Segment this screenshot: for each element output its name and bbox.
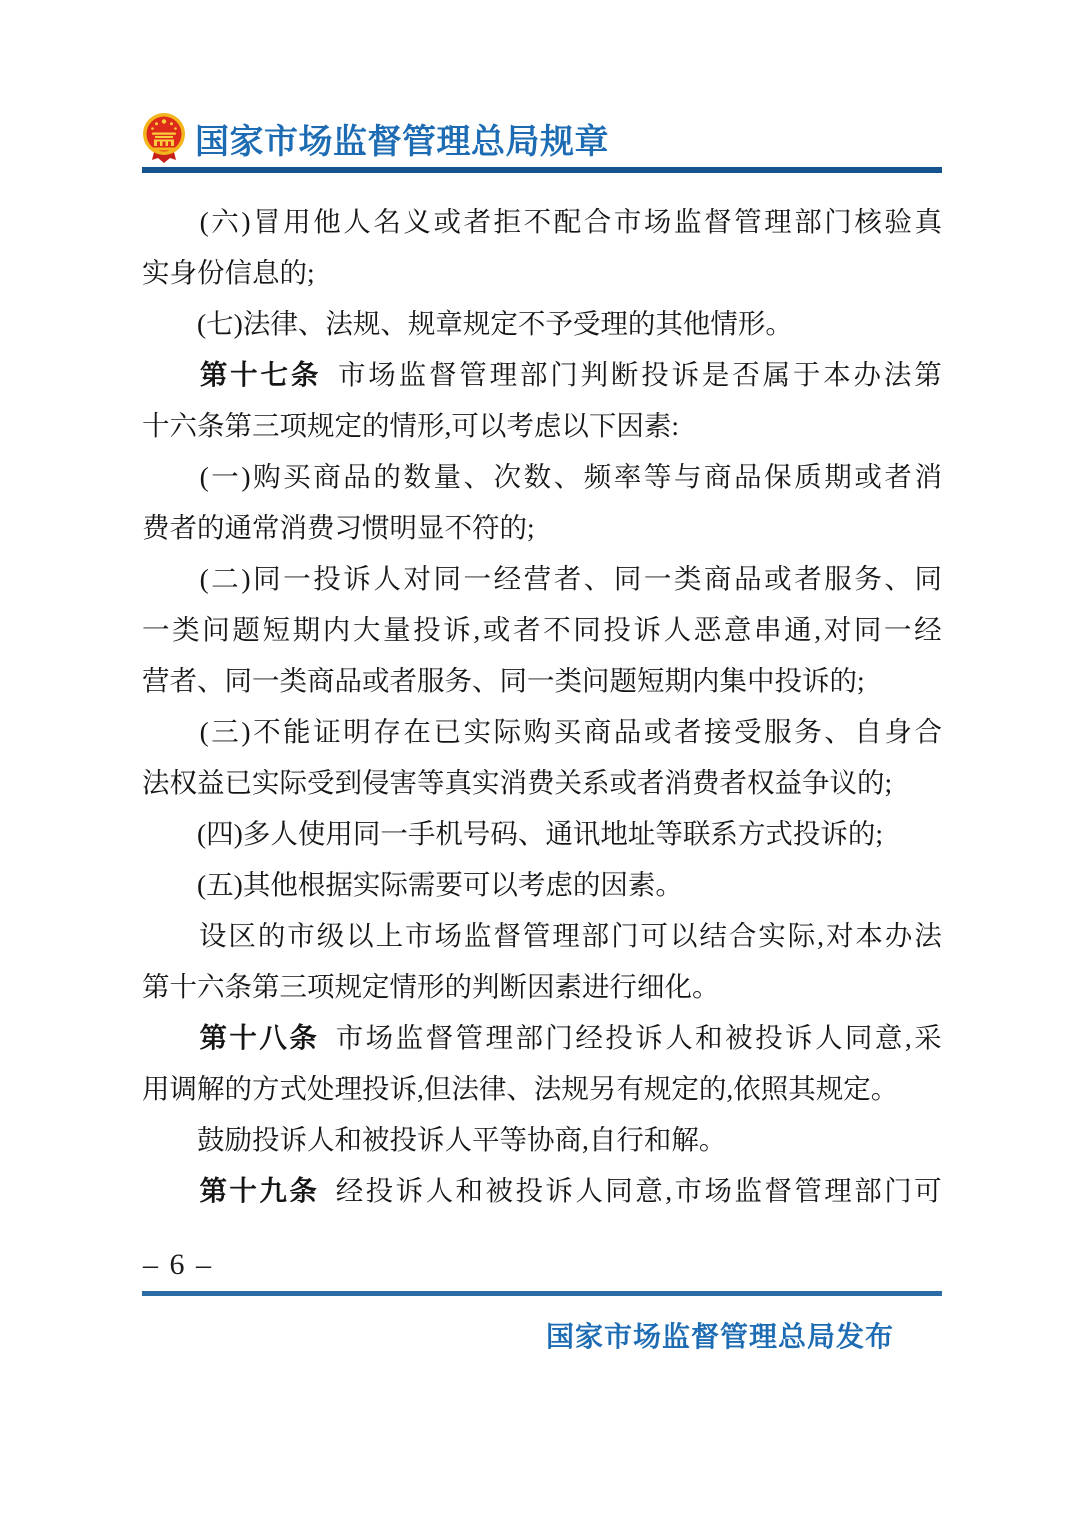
national-emblem-icon (142, 112, 186, 164)
text-line: ( 一 ) 购 买 商 品 的 数 量 、 次 数 、 频 率 等 与 商 品 保 质 期 或 者 消 (199, 461, 942, 492)
text-line: 费者的通常消费习惯明显不符的; (142, 512, 535, 543)
text-line: (五)其他根据实际需要可以考虑的因素。 (197, 869, 683, 900)
text-line: 法权益已实际受到侵害等真实消费关系或者消费者权益争议的; (142, 767, 893, 798)
text-line: 营者、同一类商品或者服务、同一类问题短期内集中投诉的; (142, 665, 865, 696)
page-number: – 6 – (143, 1248, 213, 1281)
publisher-label: 国家市场监督管理总局发布 (545, 1322, 894, 1353)
text-line: 第 十 八 条 市 场 监 督 管 理 部 门 经 投 诉 人 和 被 投 诉 人 同 意 , 采 (199, 1022, 942, 1053)
text-line: (七)法律、法规、规章规定不予受理的其他情形。 (197, 308, 793, 339)
page-header (142, 110, 942, 166)
text-line: ( 二 ) 同 一 投 诉 人 对 同 一 经 营 者 、 同 一 类 商 品 或 者 服 务 、 同 (199, 563, 942, 594)
text-line: 第 十 九 条 经 投 诉 人 和 被 投 诉 人 同 意 , 市 场 监 督 管 理 部 门 可 (199, 1175, 942, 1206)
text-line: ( 六 ) 冒 用 他 人 名 义 或 者 拒 不 配 合 市 场 监 督 管 理 部 门 核 验 真 (199, 206, 942, 237)
text-line: (四)多人使用同一手机号码、通讯地址等联系方式投诉的; (197, 818, 883, 849)
page-title: 国家市场监督管理总局规章 (195, 123, 609, 161)
text-line: 第十六条第三项规定情形的判断因素进行细化。 (142, 971, 720, 1002)
text-line: 一 类 问 题 短 期 内 大 量 投 诉 , 或 者 不 同 投 诉 人 恶 意 串 通 , 对 同 一 经 (142, 614, 942, 645)
text-line: 鼓励投诉人和被投诉人平等协商,自行和解。 (197, 1124, 727, 1155)
text-line: ( 三 ) 不 能 证 明 存 在 已 实 际 购 买 商 品 或 者 接 受 服 务 、 自 身 合 (199, 716, 942, 747)
text-line: 十六条第三项规定的情形,可以考虑以下因素: (142, 410, 680, 441)
text-line: 第 十 七 条 市 场 监 督 管 理 部 门 判 断 投 诉 是 否 属 于 本 办 法 第 (199, 359, 942, 390)
text-line: 用调解的方式处理投诉,但法律、法规另有规定的,依照其规定。 (142, 1073, 899, 1104)
footer-rule (142, 1291, 942, 1296)
header-rule (142, 167, 942, 173)
document-lines (142, 196, 942, 1216)
text-line: 设 区 的 市 级 以 上 市 场 监 督 管 理 部 门 可 以 结 合 实 际 , 对 本 办 法 (198, 920, 942, 951)
text-line: 实身份信息的; (142, 257, 315, 288)
